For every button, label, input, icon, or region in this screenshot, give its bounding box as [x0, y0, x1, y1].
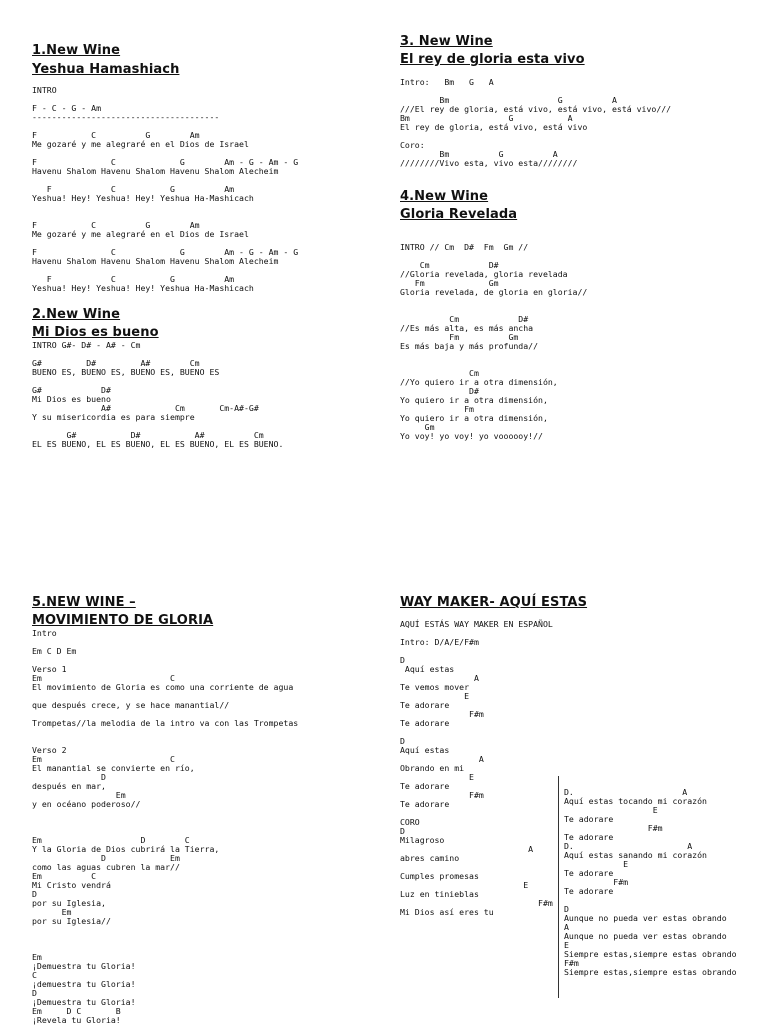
song3-title-line1: 3. New Wine — [400, 34, 493, 49]
song2-lyrics: INTRO G#- D# - A# - Cm G# D# A# Cm BUENO ES, BUENO ES, BUENO ES, BUENO ES G# D# Mi Dios es bueno A# Cm Cm-A#-G# Y su misericordia es para siempre G# D# A# Cm EL ES BUENO, EL ES BUENO, EL ES BUENO, EL ES BUENO. — [32, 340, 284, 449]
song4-lyrics: INTRO // Cm D# Fm Gm // Cm D# //Gloria revelada, gloria revelada Fm Gm Gloria revelada, de gloria en gloria// Cm D# //Es más alta, es más ancha Fm Gm Es más baja y más profunda// Cm //Yo quiero ir a otra dimensión, D# Yo quiero ir a otra dimensión, Fm Yo quiero ir a otra dimensión, Gm Yo voy! yo voy! yo voooooy!// — [400, 242, 588, 441]
song3-title-line2: El rey de gloria esta vivo — [400, 52, 585, 67]
song6-lyrics-right: D. A Aquí estas tocando mi corazón E Te adorare F#m Te adorare D. A Aquí estas sanando mi corazón E Te adorare F#m Te adorare D Aunque no pueda ver estas obrando A Aunque no pueda ver estas obrando E Siempre estas,siempre estas obrando F#m Siempre estas,siempre estas obrando — [564, 787, 737, 977]
song1-title-line2: Yeshua Hamashiach — [32, 62, 180, 77]
song2-title-line2: Mi Dios es bueno — [32, 325, 159, 340]
song3-lyrics: Intro: Bm G A Bm G A ///El rey de gloria, está vivo, está vivo, está vivo/// Bm G A El rey de gloria, está vivo, está vivo Coro: Bm G A ////////Vivo esta, vivo esta//////// — [400, 77, 672, 168]
song6-lyrics-left: AQUÍ ESTÁS WAY MAKER EN ESPAÑOL Intro: D/A/E/F#m D Aquí estas A Te vemos mover E Te adorare F#m Te adorare D Aquí estas A Obrando en mi E Te adorare F#m Te adorare CORO D Milagroso A abres camino Cumples promesas E Luz en tinieblas F#m Mi Dios así eres tu — [400, 619, 553, 917]
song4-title-line1: 4.New Wine — [400, 189, 489, 204]
song6-title: WAY MAKER- AQUÍ ESTAS — [400, 595, 588, 610]
song4-title-line2: Gloria Revelada — [400, 207, 518, 222]
song5-lyrics: Intro Em C D Em Verso 1 Em C El movimiento de Gloria es como una corriente de agua que después crece, y se hace manantial// Trompetas//la melodia de la intro va con las Trompetas Verso 2 Em C El manantial se convierte en río, D después en mar, Em y en océano poderoso// Em D C Y la Gloria de Dios cubrirá la Tierra, D Em como las aguas cubren la mar// Em C Mi Cristo vendrá D por su Iglesia, Em por su Iglesia// Em ¡Demuestra tu Gloria! C ¡demuestra tu Gloria! D ¡Demuestra tu Gloria! Em D C B ¡Revela tu Gloria! — [32, 628, 299, 1025]
song5-title-line1: 5.NEW WINE – — [32, 595, 136, 610]
song2-title-line1: 2.New Wine — [32, 307, 121, 322]
column-divider — [558, 776, 559, 998]
song1-lyrics: INTRO F - C - G - Am -------------------------------------- F C G Am Me gozaré y me alegraré en el Dios de Israel F C G Am - G - Am - G Havenu Shalom Havenu Shalom Havenu Shalom Alecheim F C G Am Yeshua! Hey! Yeshua! Hey! Yeshua Ha-Mashicach F C G Am Me gozaré y me alegraré en el Dios de Israel F C G Am - G - Am - G Havenu Shalom Havenu Shalom Havenu Shalom Alecheim F C G Am Yeshua! Hey! Yeshua! Hey! Yeshua Ha-Mashicach — [32, 85, 299, 293]
song5-title-line2: MOVIMIENTO DE GLORIA — [32, 613, 214, 628]
song1-title-line1: 1.New Wine — [32, 43, 121, 58]
